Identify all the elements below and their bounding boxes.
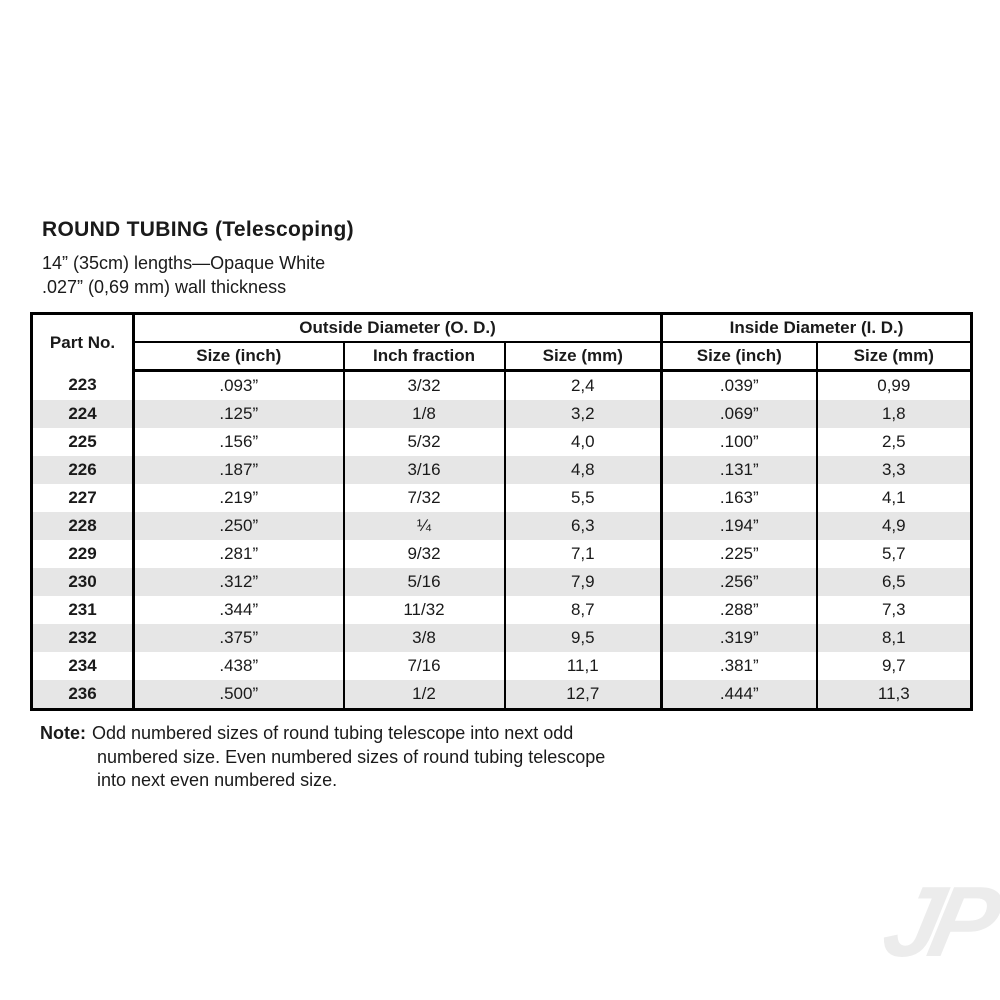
cell-od-inch-fraction: 5/16: [344, 568, 505, 596]
cell-id-size-inch: .319”: [662, 624, 817, 652]
cell-od-size-mm: 9,5: [505, 624, 662, 652]
cell-id-size-mm: 6,5: [817, 568, 972, 596]
cell-part-no: 234: [68, 656, 97, 675]
cell-od-size-inch: .187”: [134, 456, 344, 484]
cell-id-size-mm: 0,99: [817, 371, 972, 401]
header-id-size-inch: Size (inch): [662, 342, 817, 371]
cell-od-size-mm: 12,7: [505, 680, 662, 710]
cell-od-inch-fraction: 3/32: [344, 371, 505, 401]
cell-od-size-inch: .375”: [134, 624, 344, 652]
cell-od-inch-fraction: 3/16: [344, 456, 505, 484]
doc-header: [42, 218, 354, 299]
header-od-size-mm: Size (mm): [505, 342, 662, 371]
cell-id-size-mm: 1,8: [817, 400, 972, 428]
cell-od-size-mm: 6,3: [505, 512, 662, 540]
header-outside-diameter: Outside Diameter (O. D.): [134, 314, 662, 343]
header-od-size-inch: Size (inch): [134, 342, 344, 371]
header-id-size-mm: Size (mm): [817, 342, 972, 371]
table-row: [32, 652, 972, 680]
jp-logo-watermark: JP: [874, 866, 1000, 978]
cell-od-inch-fraction: 1/2: [344, 680, 505, 710]
subtitle-wall-thickness: .027” (0,69 mm) wall thickness: [42, 277, 287, 297]
cell-id-size-mm: 2,5: [817, 428, 972, 456]
note-text: Odd numbered sizes of round tubing telescope into next odd: [92, 723, 574, 743]
cell-od-inch-fraction: 5/32: [344, 428, 505, 456]
cell-id-size-inch: .194”: [662, 512, 817, 540]
cell-od-size-mm: 3,2: [505, 400, 662, 428]
note-line: numbered size. Even numbered sizes of round tubing telescope: [97, 746, 606, 767]
note-line: [40, 722, 605, 746]
cell-id-size-mm: 7,3: [817, 596, 972, 624]
cell-part-no: 236: [68, 684, 97, 703]
cell-od-size-mm: 7,9: [505, 568, 662, 596]
cell-id-size-mm: 5,7: [817, 540, 972, 568]
cell-id-size-mm: 4,1: [817, 484, 972, 512]
cell-part-no: 230: [68, 572, 97, 591]
cell-od-size-inch: .250”: [134, 512, 344, 540]
cell-part-no: 232: [68, 628, 97, 647]
table-row: [32, 624, 972, 652]
subtitle-lengths: 14” (35cm) lengths—Opaque White: [42, 253, 326, 273]
cell-od-size-inch: .281”: [134, 540, 344, 568]
cell-part-no: 225: [68, 432, 97, 451]
cell-od-size-inch: .156”: [134, 428, 344, 456]
cell-od-size-mm: 11,1: [505, 652, 662, 680]
cell-id-size-inch: .288”: [662, 596, 817, 624]
cell-od-inch-fraction: 7/16: [344, 652, 505, 680]
cell-part-no: 231: [68, 600, 97, 619]
cell-od-inch-fraction: 9/32: [344, 540, 505, 568]
cell-od-size-inch: .219”: [134, 484, 344, 512]
cell-id-size-inch: .225”: [662, 540, 817, 568]
cell-od-size-inch: .125”: [134, 400, 344, 428]
cell-part-no: 223: [68, 375, 97, 395]
cell-od-inch-fraction: 3/8: [344, 624, 505, 652]
note-label: Note:: [40, 723, 86, 743]
table-row: [32, 456, 972, 484]
cell-id-size-inch: .444”: [662, 680, 817, 710]
cell-od-size-inch: .438”: [134, 652, 344, 680]
cell-id-size-inch: .039”: [662, 371, 817, 401]
cell-od-size-inch: .500”: [134, 680, 344, 710]
cell-id-size-inch: .381”: [662, 652, 817, 680]
cell-od-inch-fraction: 7/32: [344, 484, 505, 512]
cell-od-size-mm: 2,4: [505, 371, 662, 401]
table-row: [32, 400, 972, 428]
cell-id-size-mm: 4,9: [817, 512, 972, 540]
cell-od-inch-fraction: 1/8: [344, 400, 505, 428]
cell-part-no: 227: [68, 488, 97, 507]
cell-od-size-inch: .093”: [134, 371, 344, 401]
table-row: [32, 596, 972, 624]
cell-id-size-inch: .256”: [662, 568, 817, 596]
table-row: [32, 512, 972, 540]
note-line: into next even numbered size.: [97, 770, 338, 790]
cell-od-size-mm: 5,5: [505, 484, 662, 512]
page-title: ROUND TUBING (Telescoping): [42, 218, 354, 241]
header-inside-diameter: Inside Diameter (I. D.): [662, 314, 972, 343]
cell-id-size-mm: 8,1: [817, 624, 972, 652]
cell-part-no: 226: [68, 460, 97, 479]
table-row: [32, 680, 972, 710]
cell-id-size-inch: .100”: [662, 428, 817, 456]
table-row: [32, 484, 972, 512]
note: [40, 722, 605, 793]
table-row: [32, 568, 972, 596]
table-row: [32, 428, 972, 456]
cell-id-size-inch: .163”: [662, 484, 817, 512]
cell-id-size-inch: .131”: [662, 456, 817, 484]
table-row: [32, 540, 972, 568]
cell-part-no: 228: [68, 516, 97, 535]
cell-part-no: 224: [68, 404, 97, 423]
cell-od-size-mm: 4,0: [505, 428, 662, 456]
tubing-size-table: [30, 312, 973, 711]
cell-od-size-mm: 8,7: [505, 596, 662, 624]
cell-part-no: 229: [68, 544, 97, 563]
cell-od-inch-fraction: ¼: [344, 512, 505, 540]
cell-id-size-mm: 3,3: [817, 456, 972, 484]
header-part-no: Part No.: [49, 332, 116, 352]
table-body: [32, 371, 972, 710]
cell-od-size-mm: 7,1: [505, 540, 662, 568]
header-od-inch-fraction: Inch fraction: [344, 342, 505, 371]
cell-od-size-inch: .312”: [134, 568, 344, 596]
cell-od-size-inch: .344”: [134, 596, 344, 624]
cell-od-inch-fraction: 11/32: [344, 596, 505, 624]
cell-id-size-inch: .069”: [662, 400, 817, 428]
table-row: [32, 371, 972, 401]
cell-id-size-mm: 9,7: [817, 652, 972, 680]
cell-od-size-mm: 4,8: [505, 456, 662, 484]
cell-id-size-mm: 11,3: [817, 680, 972, 710]
